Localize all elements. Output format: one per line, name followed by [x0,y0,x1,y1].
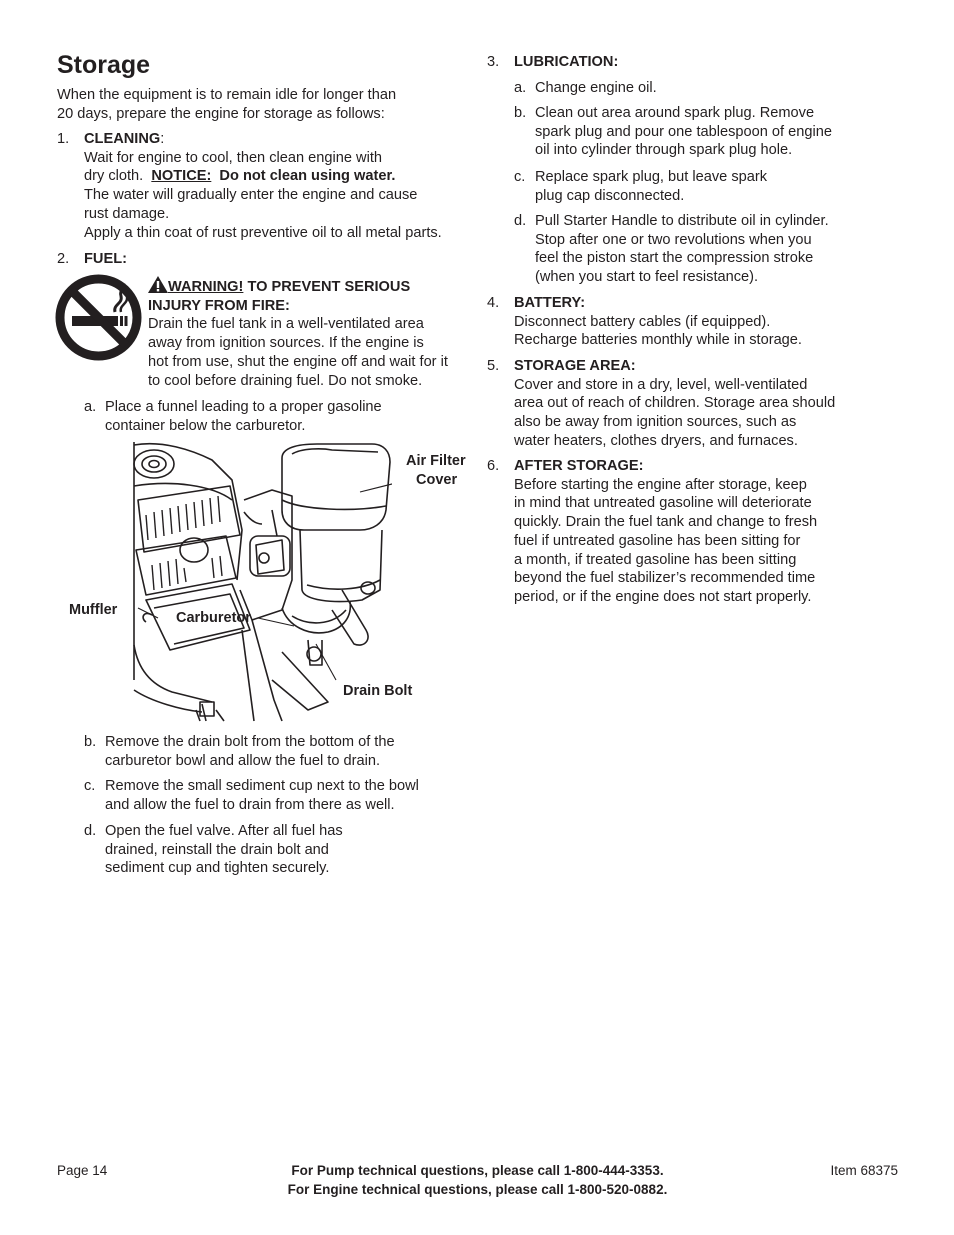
fire-warning: WARNING! TO PREVENT SERIOUS INJURY FROM FIRE: Drain the fuel tank in a well-ventilated area away from ignition sources. If the engine is hot from use, shut the engine off and wait for it to cool before draining fuel. Do not smoke. [148,276,448,390]
lub-step-c: Replace spark plug, but leave spark plug cap disconnected. [535,169,768,204]
fuel-step-d: Open the fuel valve. After all fuel has drained, reinstall the drain bolt and sediment cup and tighten securely. [105,823,343,877]
fuel-step-a: Place a funnel leading to a proper gasoline container below the carburetor. [105,399,382,434]
footer-contact [200,1162,755,1199]
fuel-heading: FUEL: [84,251,127,267]
lubrication-num: 3. [487,54,500,70]
fuel-step-a-letter: a. [84,399,97,415]
fuel-step-c: Remove the small sediment cup next to the bowl and allow the fuel to drain from there as well. [105,778,419,813]
fuel-num: 2. [57,251,70,267]
lub-step-a: Change engine oil. [535,80,657,96]
storage-area-num: 5. [487,358,500,374]
item-number: Item 68375 [830,1163,898,1178]
after-storage-section: AFTER STORAGE: Before starting the engine after storage, keep in mind that untreated gasoline will deteriorate quickly. Drain the fuel tank and change to fresh fuel if untreated gasoline has been sitting for a month, if treated gasoline has been sitting beyond the fuel stabilizer’s recommended time period, or if the engine does not start properly. [514,458,818,605]
lubrication-heading: LUBRICATION: [514,54,619,70]
warning-triangle-icon [148,276,168,293]
cleaning-section: CLEANING: Wait for engine to cool, then clean engine with dry cloth. NOTICE: Do not clean using water. The water will gradually enter the engine and cause rust damage. Apply a thin coat of rust preventive oil to all metal parts. [84,131,442,241]
storage-area-section: STORAGE AREA: Cover and store in a dry, level, well-ventilated area out of reach of children. Storage area should also be away from ignition sources, such as water heaters, clothes dryers, and furnaces. [514,358,836,449]
page-number: Page 14 [57,1163,108,1178]
lub-d-letter: d. [514,213,527,229]
fuel-step-d-letter: d. [84,823,97,839]
fuel-step-c-letter: c. [84,778,96,794]
air-filter-label: Air Filter [406,453,466,469]
cleaning-num: 1. [57,131,70,147]
lub-b-letter: b. [514,105,527,121]
pump-phone: For Pump technical questions, please call 1-800-444-3353. [291,1163,664,1178]
muffler-label: Muffler [69,602,118,618]
lub-step-d: Pull Starter Handle to distribute oil in cylinder. Stop after one or two revolutions when you feel the piston start the compression stroke (when you start to feel resistance). [535,213,829,286]
battery-num: 4. [487,295,500,311]
engine-diagram [132,440,392,722]
lub-step-b: Clean out area around spark plug. Remove spark plug and pour one tablespoon of engine oil into cylinder through spark plug hole. [535,105,832,159]
carburetor-label: Carburetor [176,610,251,626]
intro-text: When the equipment is to remain idle for longer than 20 days, prepare the engine for storage as follows: [57,87,397,122]
cleaning-heading: CLEANING [84,131,161,147]
fuel-step-b-letter: b. [84,734,97,750]
notice-label: NOTICE: [151,168,212,185]
warning-label: WARNING! [168,279,244,295]
engine-phone: For Engine technical questions, please call 1-800-520-0882. [287,1181,668,1197]
lub-a-letter: a. [514,80,527,96]
battery-section: BATTERY: Disconnect battery cables (if equipped). Recharge batteries monthly while in storage. [514,295,802,349]
cover-label: Cover [416,472,458,488]
after-storage-num: 6. [487,458,500,474]
fuel-step-b: Remove the drain bolt from the bottom of the carburetor bowl and allow the fuel to drain. [105,734,395,769]
no-smoking-icon [55,274,142,361]
page-title: Storage [57,51,151,79]
lub-c-letter: c. [514,169,526,185]
drain-bolt-label: Drain Bolt [343,683,413,699]
